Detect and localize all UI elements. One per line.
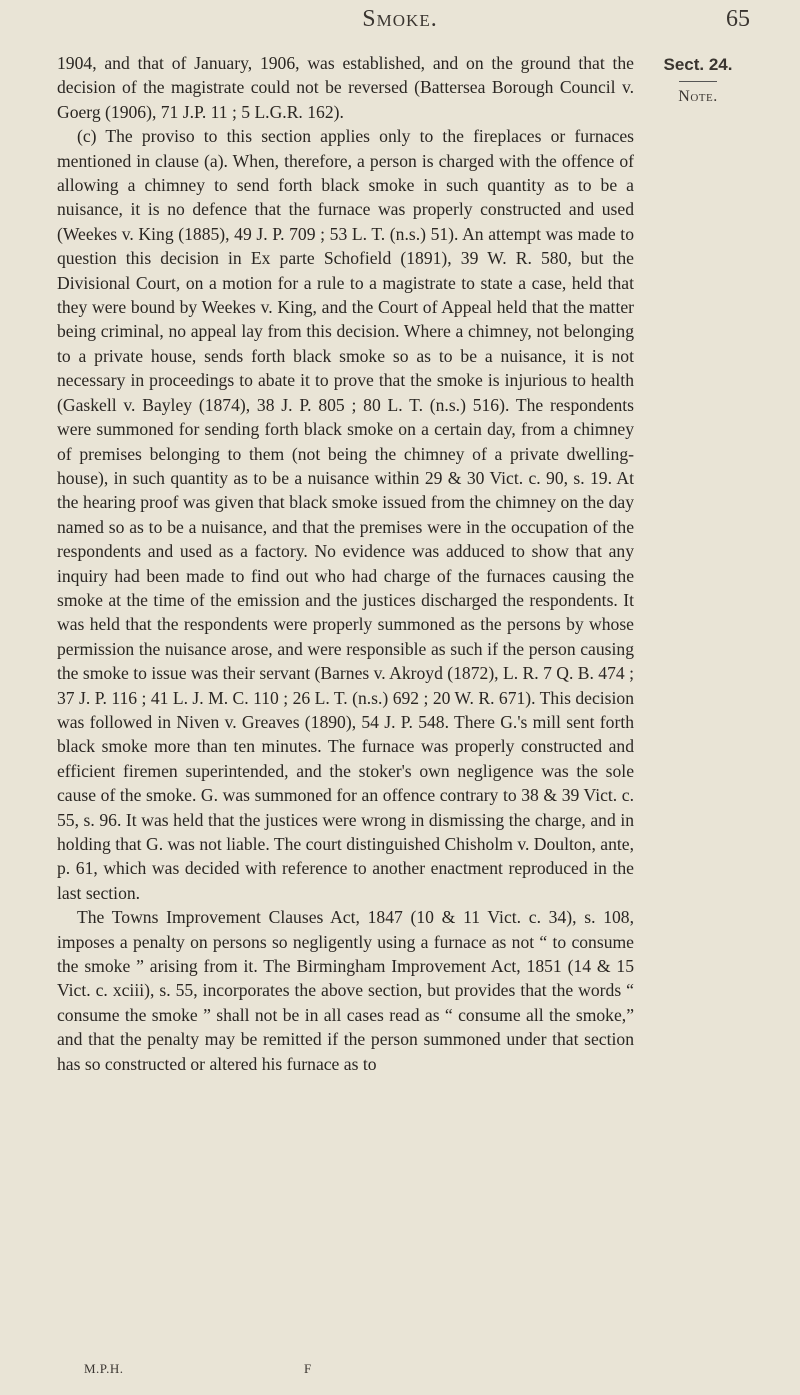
footer-signature-mark: F (304, 1361, 312, 1376)
body-text (57, 51, 634, 1076)
paragraph-towns-act: The Towns Improvement Clauses Act, 1847 (10 & 11 Vict. c. 34), s. 108, imposes a penalty on persons so negligently using a furnace as not “ to consume the smoke ” arising from it. The Birmingham Improvement Act, 1851 (14 & 15 Vict. c. xciii), s. 55, incorporates the above section, but provides that the words “ consume the smoke ” shall not be in all cases read as “ consume all the smoke,” and that the penalty may be remitted if the person summoned under that section has so constructed or altered his furnace as to (57, 907, 634, 1074)
margin-note-rule (679, 81, 717, 82)
page-number: 65 (726, 6, 750, 32)
margin-note-label: Note. (678, 88, 718, 105)
paragraph-continuation: 1904, and that of January, 1906, was established, and on the ground that the decision of the magistrate could not be reversed (Battersea Borough Council v. Goerg (1906), 71 J.P. 11 ; 5 L.G.R. 162). (57, 53, 634, 122)
running-head (0, 2, 800, 38)
page-title: Smoke. (362, 6, 438, 32)
footer-imprint: M.P.H. (84, 1361, 124, 1376)
margin-note (638, 55, 758, 106)
page-footer (0, 1361, 800, 1383)
margin-note-section: Sect. 24. (663, 55, 733, 74)
paragraph-proviso: (c) The proviso to this section applies only to the fireplaces or furnaces mentioned in clause (a). When, therefore, a person is charged with the offence of allowing a chimney to send forth black smoke in such quantity as to be a nuisance, it is no defence that the furnace was properly constructed and used (Weekes v. King (1885), 49 J. P. 709 ; 53 L. T. (n.s.) 51). An attempt was made to question this decision in Ex parte Schofield (1891), 39 W. R. 580, but the Divisional Court, on a motion for a rule to a magistrate to state a case, held that they were bound by Weekes v. King, and the Court of Appeal held that the matter being criminal, no appeal lay from this decision. Where a chimney, not belonging to a private house, sends forth black smoke so as to be a nuisance, it is not necessary in proceedings to abate it to prove that the smoke is injurious to health (Gaskell v. Bayley (1874), 38 J. P. 805 ; 80 L. T. (n.s.) 516). The respondents were summoned for sending forth black smoke on a certain day, from a chimney of premises belonging to them (not being the chimney of a private dwelling-house), in such quantity as to be a nuisance within 29 & 30 Vict. c. 90, s. 19. At the hearing proof was given that black smoke issued from the chimney on the day named so as to be a nuisance, and that the premises were in the occupation of the respondents and used as a factory. No evidence was adduced to show that any inquiry had been made to find out who had charge of the furnaces causing the smoke at the time of the emission and the justices discharged the respondents. It was held that the respondents were properly summoned as the persons by whose permission the nuisance arose, and were responsible as such if the person causing the smoke to issue was their servant (Barnes v. Akroyd (1872), L. R. 7 Q. B. 474 ; 37 J. P. 116 ; 41 L. J. M. C. 110 ; 26 L. T. (n.s.) 692 ; 20 W. R. 671). This decision was followed in Niven v. Greaves (1890), 54 J. P. 548. There G.'s mill sent forth black smoke more than ten minutes. The furnace was properly constructed and efficient firemen superintended, and the stoker's own negligence was the sole cause of the smoke. G. was summoned for an offence contrary to 38 & 39 Vict. c. 55, s. 96. It was held that the justices were wrong in dismissing the charge, and in holding that G. was not liable. The court distinguished Chisholm v. Doulton, ante, p. 61, which was decided with reference to another enactment reproduced in the last section. (57, 126, 634, 903)
